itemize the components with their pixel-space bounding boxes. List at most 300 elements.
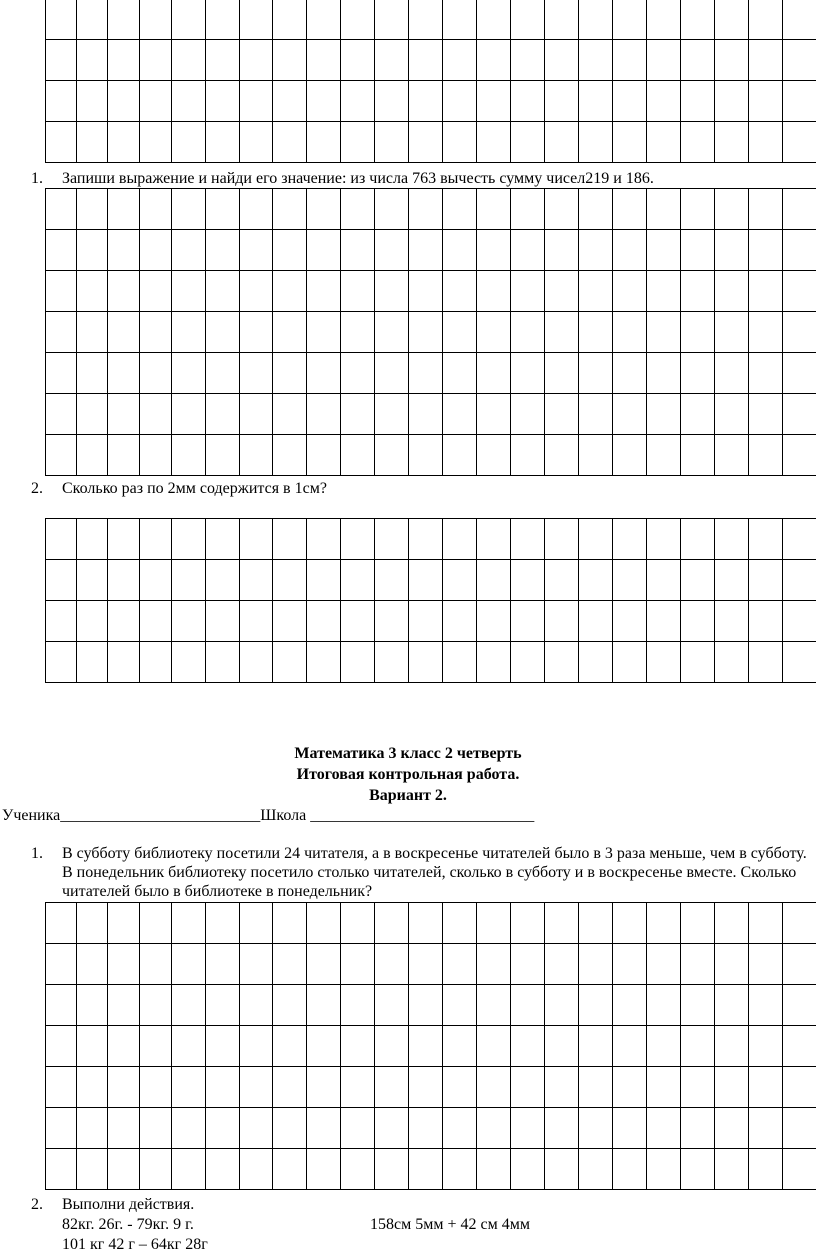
grid-cell[interactable] [206,394,240,435]
grid-cell[interactable] [579,903,613,944]
grid-cell[interactable] [443,353,477,394]
grid-cell[interactable] [783,353,816,394]
grid-cell[interactable] [715,519,749,560]
grid-cell[interactable] [240,271,273,312]
grid-cell[interactable] [715,271,749,312]
grid-cell[interactable] [647,353,681,394]
grid-cell[interactable] [511,944,545,985]
grid-cell[interactable] [108,0,140,40]
grid-cell[interactable] [172,642,206,683]
grid-cell[interactable] [715,1026,749,1067]
grid-cell[interactable] [477,81,511,122]
grid-cell[interactable] [273,560,307,601]
grid-cell[interactable] [46,0,77,40]
grid-cell[interactable] [77,312,108,353]
grid-cell[interactable] [307,122,341,163]
grid-cell[interactable] [206,944,240,985]
grid-cell[interactable] [375,985,409,1026]
grid-cell[interactable] [307,312,341,353]
grid-cell[interactable] [240,312,273,353]
grid-cell[interactable] [46,271,77,312]
grid-cell[interactable] [307,519,341,560]
grid-cell[interactable] [206,1067,240,1108]
grid-cell[interactable] [46,40,77,81]
grid-cell[interactable] [307,1149,341,1190]
grid-cell[interactable] [749,0,783,40]
grid-cell[interactable] [443,560,477,601]
grid-cell[interactable] [511,560,545,601]
grid-cell[interactable] [273,122,307,163]
grid-cell[interactable] [172,1026,206,1067]
grid-cell[interactable] [647,985,681,1026]
grid-cell[interactable] [375,1108,409,1149]
grid-cell[interactable] [77,642,108,683]
grid-cell[interactable] [545,1108,579,1149]
grid-cell[interactable] [477,189,511,230]
grid-cell[interactable] [613,519,647,560]
grid-cell[interactable] [273,312,307,353]
grid-cell[interactable] [341,40,375,81]
grid-cell[interactable] [77,189,108,230]
grid-cell[interactable] [783,1067,816,1108]
grid-cell[interactable] [647,189,681,230]
grid-cell[interactable] [545,944,579,985]
grid-cell[interactable] [749,944,783,985]
grid-cell[interactable] [749,601,783,642]
grid-cell[interactable] [749,189,783,230]
grid-cell[interactable] [409,1026,443,1067]
grid-cell[interactable] [375,189,409,230]
grid-cell[interactable] [749,519,783,560]
grid-cell[interactable] [375,944,409,985]
grid-cell[interactable] [307,0,341,40]
grid-cell[interactable] [749,903,783,944]
grid-cell[interactable] [545,1067,579,1108]
grid-cell[interactable] [140,1026,172,1067]
grid-cell[interactable] [273,985,307,1026]
grid-cell[interactable] [77,40,108,81]
grid-cell[interactable] [783,122,816,163]
grid-cell[interactable] [172,601,206,642]
grid-cell[interactable] [783,189,816,230]
grid-cell[interactable] [240,560,273,601]
grid-cell[interactable] [783,40,816,81]
grid-cell[interactable] [477,560,511,601]
grid-cell[interactable] [783,1026,816,1067]
grid-cell[interactable] [108,189,140,230]
grid-cell[interactable] [140,81,172,122]
grid-cell[interactable] [715,230,749,271]
grid-cell[interactable] [511,903,545,944]
grid-cell[interactable] [681,642,715,683]
grid-cell[interactable] [77,1108,108,1149]
grid-cell[interactable] [783,944,816,985]
grid-cell[interactable] [783,81,816,122]
grid-cell[interactable] [783,271,816,312]
grid-cell[interactable] [341,122,375,163]
grid-cell[interactable] [715,394,749,435]
grid-cell[interactable] [409,81,443,122]
grid-cell[interactable] [613,1108,647,1149]
grid-cell[interactable] [443,312,477,353]
grid-cell[interactable] [108,601,140,642]
grid-cell[interactable] [140,985,172,1026]
grid-cell[interactable] [77,435,108,476]
grid-cell[interactable] [647,271,681,312]
grid-cell[interactable] [273,81,307,122]
grid-cell[interactable] [172,189,206,230]
grid-cell[interactable] [545,903,579,944]
grid-cell[interactable] [77,519,108,560]
grid-cell[interactable] [375,122,409,163]
grid-cell[interactable] [140,1149,172,1190]
grid-cell[interactable] [749,40,783,81]
grid-cell[interactable] [511,985,545,1026]
grid-cell[interactable] [77,944,108,985]
grid-cell[interactable] [579,0,613,40]
grid-cell[interactable] [613,435,647,476]
grid-cell[interactable] [307,985,341,1026]
grid-cell[interactable] [647,601,681,642]
grid-cell[interactable] [273,189,307,230]
grid-cell[interactable] [172,40,206,81]
grid-cell[interactable] [647,0,681,40]
grid-cell[interactable] [140,944,172,985]
grid-cell[interactable] [715,353,749,394]
grid-cell[interactable] [409,903,443,944]
grid-cell[interactable] [511,81,545,122]
grid-cell[interactable] [46,122,77,163]
grid-cell[interactable] [46,519,77,560]
grid-cell[interactable] [681,985,715,1026]
grid-cell[interactable] [579,271,613,312]
grid-cell[interactable] [46,944,77,985]
grid-cell[interactable] [108,122,140,163]
grid-cell[interactable] [341,1026,375,1067]
grid-cell[interactable] [108,353,140,394]
grid-cell[interactable] [715,903,749,944]
grid-cell[interactable] [715,40,749,81]
grid-cell[interactable] [108,1026,140,1067]
grid-cell[interactable] [77,1149,108,1190]
grid-cell[interactable] [681,1108,715,1149]
grid-cell[interactable] [783,435,816,476]
grid-cell[interactable] [46,1067,77,1108]
grid-cell[interactable] [108,903,140,944]
grid-cell[interactable] [375,1149,409,1190]
grid-cell[interactable] [647,1108,681,1149]
grid-cell[interactable] [409,353,443,394]
grid-cell[interactable] [273,353,307,394]
grid-cell[interactable] [77,81,108,122]
grid-cell[interactable] [341,519,375,560]
grid-cell[interactable] [375,1026,409,1067]
grid-cell[interactable] [341,601,375,642]
grid-cell[interactable] [307,435,341,476]
grid-cell[interactable] [46,230,77,271]
grid-cell[interactable] [206,122,240,163]
grid-cell[interactable] [579,312,613,353]
grid-cell[interactable] [511,1108,545,1149]
grid-cell[interactable] [647,944,681,985]
grid-cell[interactable] [443,642,477,683]
grid-cell[interactable] [613,903,647,944]
grid-cell[interactable] [477,642,511,683]
grid-cell[interactable] [443,903,477,944]
grid-cell[interactable] [681,0,715,40]
grid-cell[interactable] [545,122,579,163]
grid-cell[interactable] [108,944,140,985]
grid-cell[interactable] [206,230,240,271]
grid-cell[interactable] [273,394,307,435]
grid-cell[interactable] [46,312,77,353]
grid-cell[interactable] [206,312,240,353]
grid-cell[interactable] [545,189,579,230]
grid-cell[interactable] [579,40,613,81]
grid-cell[interactable] [140,642,172,683]
grid-cell[interactable] [477,230,511,271]
grid-cell[interactable] [240,189,273,230]
grid-cell[interactable] [140,519,172,560]
grid-cell[interactable] [783,1108,816,1149]
grid-cell[interactable] [172,519,206,560]
grid-cell[interactable] [341,271,375,312]
grid-cell[interactable] [206,1108,240,1149]
grid-cell[interactable] [409,944,443,985]
grid-cell[interactable] [477,1067,511,1108]
grid-cell[interactable] [715,560,749,601]
grid-cell[interactable] [749,122,783,163]
grid-cell[interactable] [749,435,783,476]
grid-cell[interactable] [409,312,443,353]
grid-cell[interactable] [681,40,715,81]
grid-cell[interactable] [477,312,511,353]
grid-cell[interactable] [46,560,77,601]
grid-cell[interactable] [749,1026,783,1067]
grid-cell[interactable] [172,560,206,601]
grid-cell[interactable] [511,394,545,435]
grid-cell[interactable] [681,1067,715,1108]
grid-cell[interactable] [545,394,579,435]
grid-cell[interactable] [545,560,579,601]
grid-cell[interactable] [240,230,273,271]
grid-cell[interactable] [715,435,749,476]
grid-cell[interactable] [77,122,108,163]
grid-cell[interactable] [341,81,375,122]
grid-cell[interactable] [579,1149,613,1190]
grid-cell[interactable] [783,312,816,353]
grid-cell[interactable] [681,394,715,435]
grid-cell[interactable] [206,903,240,944]
grid-cell[interactable] [715,1067,749,1108]
grid-cell[interactable] [307,189,341,230]
grid-cell[interactable] [681,230,715,271]
grid-cell[interactable] [108,271,140,312]
grid-cell[interactable] [108,40,140,81]
grid-cell[interactable] [375,903,409,944]
grid-cell[interactable] [46,1149,77,1190]
grid-cell[interactable] [681,271,715,312]
grid-cell[interactable] [46,435,77,476]
grid-cell[interactable] [613,944,647,985]
grid-cell[interactable] [172,1149,206,1190]
grid-cell[interactable] [545,435,579,476]
grid-cell[interactable] [46,1026,77,1067]
grid-cell[interactable] [46,353,77,394]
grid-cell[interactable] [647,642,681,683]
grid-cell[interactable] [273,435,307,476]
grid-cell[interactable] [749,230,783,271]
grid-cell[interactable] [77,271,108,312]
grid-cell[interactable] [273,519,307,560]
grid-cell[interactable] [443,985,477,1026]
grid-cell[interactable] [749,560,783,601]
grid-cell[interactable] [206,189,240,230]
grid-cell[interactable] [172,1108,206,1149]
grid-cell[interactable] [206,435,240,476]
grid-cell[interactable] [579,81,613,122]
grid-cell[interactable] [715,944,749,985]
grid-cell[interactable] [613,601,647,642]
grid-cell[interactable] [140,1108,172,1149]
grid-cell[interactable] [477,394,511,435]
grid-cell[interactable] [108,435,140,476]
grid-cell[interactable] [46,81,77,122]
grid-cell[interactable] [77,0,108,40]
grid-cell[interactable] [783,985,816,1026]
grid-cell[interactable] [77,560,108,601]
grid-cell[interactable] [545,1026,579,1067]
grid-cell[interactable] [409,985,443,1026]
grid-cell[interactable] [108,81,140,122]
grid-cell[interactable] [375,519,409,560]
grid-cell[interactable] [511,40,545,81]
grid-cell[interactable] [715,985,749,1026]
grid-cell[interactable] [206,353,240,394]
grid-cell[interactable] [273,40,307,81]
grid-cell[interactable] [443,0,477,40]
grid-cell[interactable] [273,1067,307,1108]
grid-cell[interactable] [613,40,647,81]
grid-cell[interactable] [206,985,240,1026]
grid-cell[interactable] [511,122,545,163]
grid-cell[interactable] [307,1026,341,1067]
grid-cell[interactable] [240,1026,273,1067]
grid-cell[interactable] [477,1108,511,1149]
grid-cell[interactable] [341,642,375,683]
grid-cell[interactable] [341,944,375,985]
grid-cell[interactable] [647,40,681,81]
grid-cell[interactable] [341,1108,375,1149]
grid-cell[interactable] [77,1026,108,1067]
grid-cell[interactable] [579,1108,613,1149]
grid-cell[interactable] [206,1026,240,1067]
grid-cell[interactable] [511,0,545,40]
grid-cell[interactable] [715,189,749,230]
grid-cell[interactable] [108,312,140,353]
grid-cell[interactable] [206,40,240,81]
grid-cell[interactable] [409,601,443,642]
grid-cell[interactable] [375,271,409,312]
grid-cell[interactable] [681,519,715,560]
grid-cell[interactable] [341,435,375,476]
grid-cell[interactable] [375,394,409,435]
grid-cell[interactable] [77,1067,108,1108]
grid-cell[interactable] [681,1149,715,1190]
grid-cell[interactable] [172,903,206,944]
grid-cell[interactable] [307,903,341,944]
grid-cell[interactable] [172,435,206,476]
grid-cell[interactable] [613,1026,647,1067]
grid-cell[interactable] [206,0,240,40]
grid-cell[interactable] [613,312,647,353]
grid-cell[interactable] [140,189,172,230]
grid-cell[interactable] [273,601,307,642]
grid-cell[interactable] [749,353,783,394]
grid-cell[interactable] [375,601,409,642]
grid-cell[interactable] [409,1067,443,1108]
grid-cell[interactable] [511,519,545,560]
grid-cell[interactable] [443,435,477,476]
grid-cell[interactable] [443,230,477,271]
grid-cell[interactable] [647,903,681,944]
grid-cell[interactable] [172,0,206,40]
grid-cell[interactable] [681,81,715,122]
grid-cell[interactable] [273,903,307,944]
grid-cell[interactable] [307,601,341,642]
grid-cell[interactable] [172,122,206,163]
grid-cell[interactable] [409,0,443,40]
grid-cell[interactable] [307,1108,341,1149]
grid-cell[interactable] [172,944,206,985]
grid-cell[interactable] [108,560,140,601]
grid-cell[interactable] [477,985,511,1026]
grid-cell[interactable] [443,1067,477,1108]
grid-cell[interactable] [108,1149,140,1190]
grid-cell[interactable] [140,312,172,353]
grid-cell[interactable] [240,353,273,394]
grid-cell[interactable] [77,394,108,435]
grid-cell[interactable] [579,642,613,683]
grid-cell[interactable] [409,230,443,271]
grid-cell[interactable] [240,122,273,163]
grid-cell[interactable] [613,394,647,435]
grid-cell[interactable] [783,0,816,40]
grid-cell[interactable] [681,601,715,642]
grid-cell[interactable] [477,122,511,163]
grid-cell[interactable] [545,353,579,394]
grid-cell[interactable] [647,519,681,560]
grid-cell[interactable] [715,81,749,122]
grid-cell[interactable] [783,560,816,601]
grid-cell[interactable] [579,560,613,601]
grid-cell[interactable] [783,1149,816,1190]
grid-cell[interactable] [613,271,647,312]
grid-cell[interactable] [273,0,307,40]
grid-cell[interactable] [477,435,511,476]
grid-cell[interactable] [749,394,783,435]
grid-cell[interactable] [172,1067,206,1108]
grid-cell[interactable] [341,394,375,435]
grid-cell[interactable] [647,312,681,353]
grid-cell[interactable] [375,642,409,683]
grid-cell[interactable] [206,642,240,683]
grid-cell[interactable] [172,394,206,435]
grid-cell[interactable] [477,0,511,40]
grid-cell[interactable] [240,601,273,642]
grid-cell[interactable] [273,271,307,312]
grid-cell[interactable] [613,353,647,394]
